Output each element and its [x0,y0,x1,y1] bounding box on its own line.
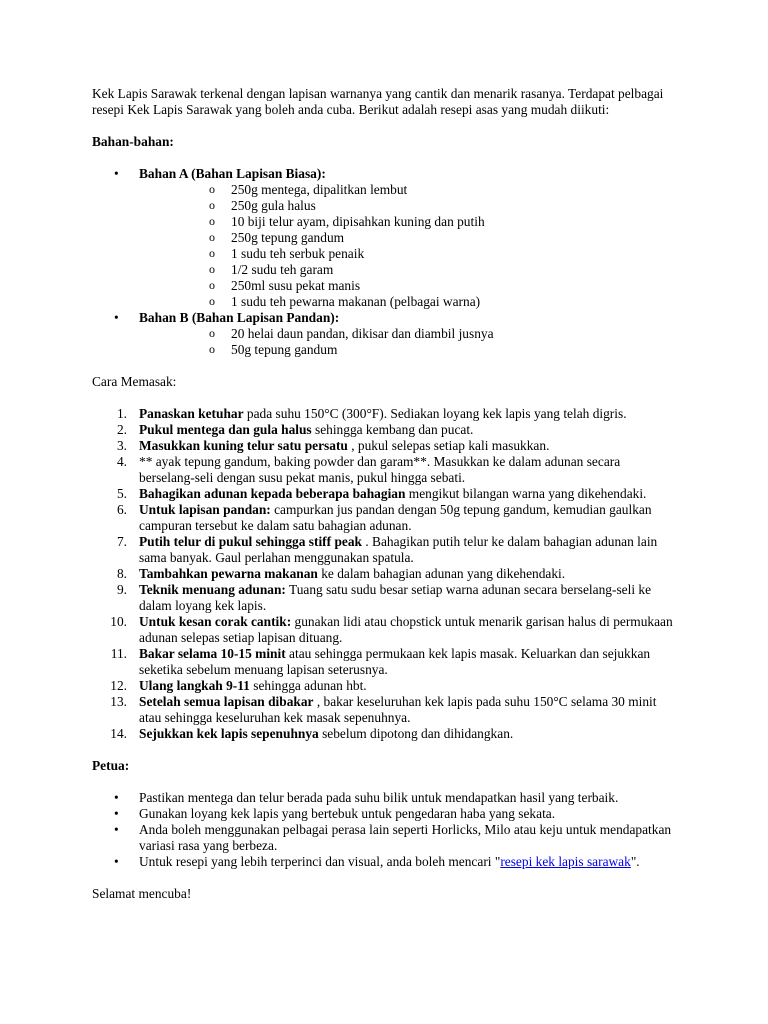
ingredient-item: o 50g tepung gandum [139,342,676,358]
step-text: sebelum dipotong dan dihidangkan. [318,726,514,741]
ingredient-item: o 10 biji telur ayam, dipisahkan kuning dan putih [139,214,676,230]
step-number: 10. [110,614,127,629]
method-step [92,694,676,726]
closing-text: Selamat mencuba! [92,886,192,901]
tip-text-after: ". [630,854,640,869]
step-bold: Ulang langkah 9-11 [139,678,250,693]
ingredient-item: o 1 sudu teh pewarna makanan (pelbagai warna) [139,294,676,310]
step-text: ** ayak tepung gandum, baking powder dan garam**. Masukkan ke dalam adunan secara berselang-seli dengan susu pekat manis, pukul hingga sebati. [139,454,621,485]
method-step [92,534,676,566]
ingredient-item: o 1 sudu teh serbuk penaik [139,246,676,262]
method-step [92,614,676,646]
intro-paragraph: Kek Lapis Sarawak terkenal dengan lapisan warnanya yang cantik dan menarik rasanya. Terdapat pelbagai resepi Kek Lapis Sarawak yang boleh anda cuba. Berikut adalah resepi asas yang mudah diikuti: [92,86,664,117]
step-bold: Untuk kesan corak cantik: [139,614,292,629]
step-text: . Bahagikan putih telur ke dalam bahagian adunan lain sama banyak. Gaul perlahan menggunakan spatula. [139,534,658,565]
step-bold: Setelah semua lapisan dibakar [139,694,314,709]
step-bold: Teknik menuang adunan: [139,582,286,597]
method-step [92,646,676,678]
step-number: 9. [116,582,127,597]
method-step [92,582,676,614]
method-step [92,438,676,454]
ingredient-list-b [139,326,676,358]
step-number: 8. [116,566,127,581]
ingredient-item: o 250g gula halus [139,198,676,214]
step-number: 12. [110,678,127,693]
ingredient-item: o 250g tepung gandum [139,230,676,246]
step-text: Tuang satu sudu besar setiap warna adunan secara berselang-seli ke dalam loyang kek lapis. [139,582,652,613]
step-number: 1. [116,406,127,421]
ingredient-group-b [92,310,676,358]
ingredient-group-a [92,166,676,310]
step-text: sehingga adunan hbt. [249,678,367,693]
step-bold: Masukkan kuning telur satu persatu [139,438,348,453]
tip-item: • Gunakan loyang kek lapis yang bertebuk untuk pengedaran haba yang sekata. [92,806,676,822]
step-number: 6. [116,502,127,517]
step-text: ke dalam bahagian adunan yang dikehendaki. [317,566,566,581]
step-number: 11. [110,646,127,661]
step-bold: Bahagikan adunan kepada beberapa bahagian [139,486,406,501]
group-label: Bahan A (Bahan Lapisan Biasa): [139,166,326,181]
step-bold: Untuk lapisan pandan: [139,502,271,517]
step-bold: Putih telur di pukul sehingga stiff peak [139,534,362,549]
step-number: 13. [110,694,127,709]
tip-item: • Pastikan mentega dan telur berada pada suhu bilik untuk mendapatkan hasil yang terbaik. [92,790,676,806]
ingredient-item: o 250ml susu pekat manis [139,278,676,294]
search-link[interactable]: resepi kek lapis sarawak [500,854,631,869]
step-text: campurkan jus pandan dengan 50g tepung gandum, kemudian gaulkan campuran tersebut ke dalam satu bahagian adunan. [139,502,652,533]
step-text: , pukul selepas setiap kali masukkan. [347,438,550,453]
step-text: gunakan lidi atau chopstick untuk menarik garisan halus di permukaan adunan selepas setiap lapisan dituang. [139,614,673,645]
step-bold: Bakar selama 10-15 minit [139,646,286,661]
step-text: , bakar keseluruhan kek lapis pada suhu 150°C selama 30 minit atau sehingga keseluruhan kek masak sepenuhnya. [139,694,657,725]
method-step [92,502,676,534]
step-text: pada suhu 150°C (300°F). Sediakan loyang kek lapis yang telah digris. [243,406,627,421]
step-number: 4. [116,454,127,469]
tip-item [92,854,676,870]
step-text: mengikut bilangan warna yang dikehendaki. [405,486,647,501]
step-bold: Pukul mentega dan gula halus [139,422,312,437]
tip-text-before: Untuk resepi yang lebih terperinci dan visual, anda boleh mencari " [139,854,501,869]
method-heading: Cara Memasak: [92,374,177,389]
tip-item: • Anda boleh menggunakan pelbagai perasa lain seperti Horlicks, Milo atau keju untuk mendapatkan variasi rasa yang berbeza. [92,822,676,854]
step-bold: Tambahkan pewarna makanan [139,566,318,581]
group-label: Bahan B (Bahan Lapisan Pandan): [139,310,340,325]
tips-heading: Petua: [92,758,130,773]
method-step [92,486,676,502]
method-step [92,422,676,438]
method-step [92,454,676,486]
step-number: 14. [110,726,127,741]
method-step [92,406,676,422]
method-step [92,566,676,582]
ingredient-item: o 250g mentega, dipalitkan lembut [139,182,676,198]
step-number: 2. [116,422,127,437]
step-number: 3. [116,438,127,453]
ingredient-item: o 1/2 sudu teh garam [139,262,676,278]
tips-list [92,790,676,870]
step-bold: Panaskan ketuhar [139,406,244,421]
step-bold: Sejukkan kek lapis sepenuhnya [139,726,319,741]
ingredient-list-a [139,182,676,310]
ingredient-groups [92,166,676,358]
ingredient-item: o 20 helai daun pandan, dikisar dan diambil jusnya [139,326,676,342]
method-step [92,726,676,742]
method-steps [92,406,676,742]
step-text: sehingga kembang dan pucat. [311,422,474,437]
ingredients-heading: Bahan-bahan: [92,134,174,149]
step-number: 5. [116,486,127,501]
step-number: 7. [116,534,127,549]
method-step [92,678,676,694]
step-text: atau sehingga permukaan kek lapis masak. Keluarkan dan sejukkan seketika sebelum menuang lapisan seterusnya. [139,646,651,677]
document-body [92,86,676,902]
